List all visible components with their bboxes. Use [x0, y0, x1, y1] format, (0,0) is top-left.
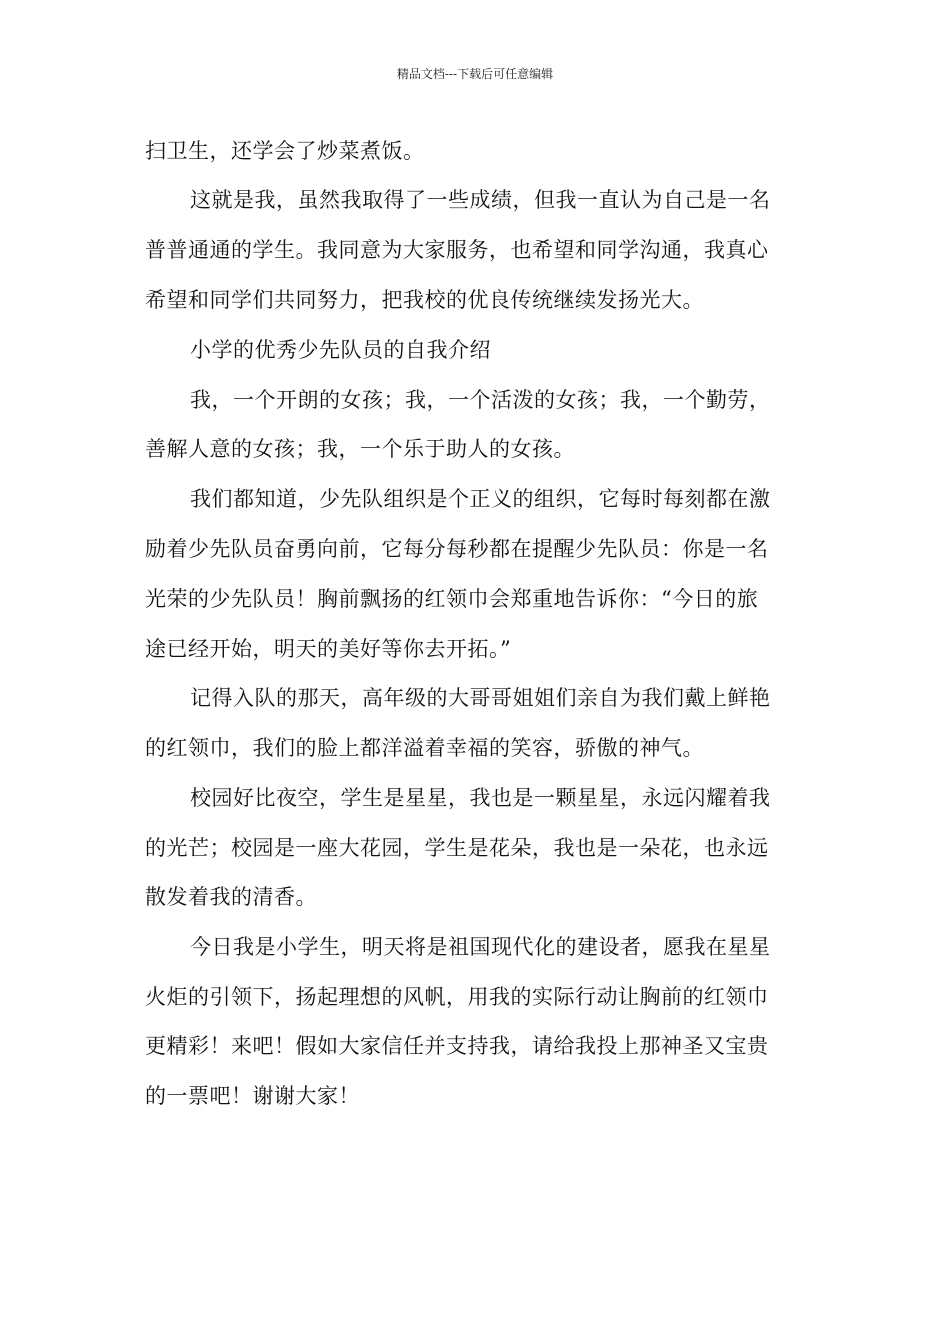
text-line: 我们都知道，少先队组织是个正义的组织，它每时每刻都在激: [190, 487, 771, 511]
text-line: 更精彩！来吧！假如大家信任并支持我，请给我投上那神圣又宝贵: [145, 1034, 769, 1058]
text-line: 普普通通的学生。我同意为大家服务，也希望和同学沟通，我真心: [145, 238, 769, 262]
text-line: 散发着我的清香。: [145, 885, 317, 909]
text-line: 这就是我，虽然我取得了一些成绩，但我一直认为自己是一名: [190, 188, 771, 212]
text-line: 光荣的少先队员！胸前飘扬的红领巾会郑重地告诉你：“今日的旅: [145, 587, 759, 611]
text-line: 火炬的引领下，扬起理想的风帆，用我的实际行动让胸前的红领巾: [145, 985, 769, 1009]
text-line: 途已经开始，明天的美好等你去开拓。”: [145, 637, 512, 661]
text-line: 希望和同学们共同努力，把我校的优良传统继续发扬光大。: [145, 288, 704, 312]
text-line: 的光芒；校园是一座大花园，学生是花朵，我也是一朵花，也永远: [145, 836, 769, 860]
text-line: 记得入队的那天，高年级的大哥哥姐姐们亲自为我们戴上鲜艳: [190, 686, 771, 710]
page-header: 精品文档---下载后可任意编辑: [396, 67, 554, 81]
text-line: 我，一个开朗的女孩；我，一个活泼的女孩；我，一个勤劳，: [190, 388, 771, 412]
text-line: 善解人意的女孩；我，一个乐于助人的女孩。: [145, 437, 575, 461]
text-line: 扫卫生，还学会了炒菜煮饭。: [145, 139, 425, 163]
section-title: 小学的优秀少先队员的自我介绍: [190, 338, 491, 362]
text-line: 励着少先队员奋勇向前，它每分每秒都在提醒少先队员：你是一名: [145, 537, 769, 561]
text-line: 今日我是小学生，明天将是祖国现代化的建设者，愿我在星星: [190, 935, 771, 959]
text-line: 的一票吧！谢谢大家！: [145, 1084, 360, 1108]
text-line: 校园好比夜空，学生是星星，我也是一颗星星，永远闪耀着我: [190, 786, 771, 810]
text-line: 的红领巾，我们的脸上都洋溢着幸福的笑容，骄傲的神气。: [145, 736, 704, 760]
